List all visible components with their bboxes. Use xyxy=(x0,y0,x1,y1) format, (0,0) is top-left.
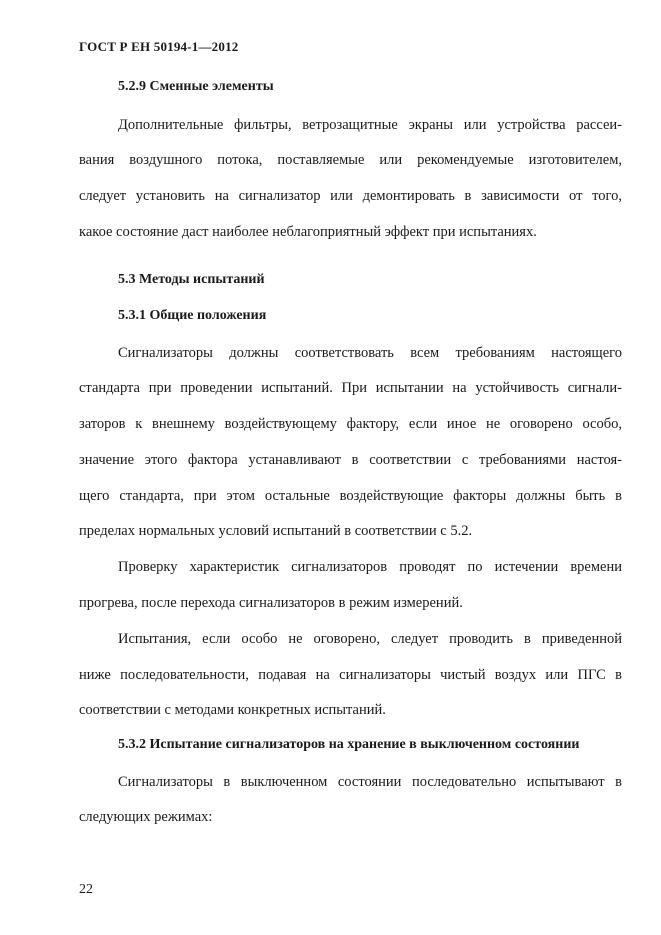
paragraph-line: значение этого фактора устанавливают в соответствии с требованиями настоя- xyxy=(79,452,622,468)
paragraph-line: Сигнализаторы должны соответствовать всем требованиям настоящего xyxy=(118,345,622,361)
paragraph-line: следующих режимах: xyxy=(79,809,213,825)
paragraph-line: стандарта при проведении испытаний. При испытании на устойчивость сигнали- xyxy=(79,380,622,396)
paragraph-line: Сигнализаторы в выключенном состоянии последовательно испытывают в xyxy=(118,774,622,790)
paragraph-line: Испытания, если особо не оговорено, следует проводить в приведенной xyxy=(118,631,622,647)
page-number: 22 xyxy=(79,882,93,897)
heading-5-3: 5.3 Методы испытаний xyxy=(118,272,265,287)
heading-5-2-9: 5.2.9 Сменные элементы xyxy=(118,79,274,94)
paragraph-line: прогрева, после перехода сигнализаторов в режим измерений. xyxy=(79,595,463,611)
heading-5-3-2: 5.3.2 Испытание сигнализаторов на хранение в выключенном состоянии xyxy=(118,737,580,752)
paragraph-line: соответствии с методами конкретных испытаний. xyxy=(79,702,386,718)
paragraph-line: ниже последовательности, подавая на сигнализаторы чистый воздух или ПГС в xyxy=(79,667,622,683)
paragraph-line: щего стандарта, при этом остальные воздействующие факторы должны быть в xyxy=(79,488,622,504)
paragraph-line: следует установить на сигнализатор или демонтировать в зависимости от того, xyxy=(79,188,622,204)
heading-5-3-1: 5.3.1 Общие положения xyxy=(118,308,267,323)
paragraph-line: вания воздушного потока, поставляемые или рекомендуемые изготовителем, xyxy=(79,152,622,168)
paragraph-line: заторов к внешнему воздействующему фактору, если иное не оговорено особо, xyxy=(79,416,622,432)
paragraph-line: пределах нормальных условий испытаний в соответствии с 5.2. xyxy=(79,523,473,539)
paragraph-line: Проверку характеристик сигнализаторов проводят по истечении времени xyxy=(118,559,622,575)
paragraph-line: Дополнительные фильтры, ветрозащитные экраны или устройства рассеи- xyxy=(118,117,622,133)
paragraph-line: какое состояние даст наиболее неблагоприятный эффект при испытаниях. xyxy=(79,224,537,240)
document-header: ГОСТ Р ЕН 50194-1—2012 xyxy=(79,39,239,54)
